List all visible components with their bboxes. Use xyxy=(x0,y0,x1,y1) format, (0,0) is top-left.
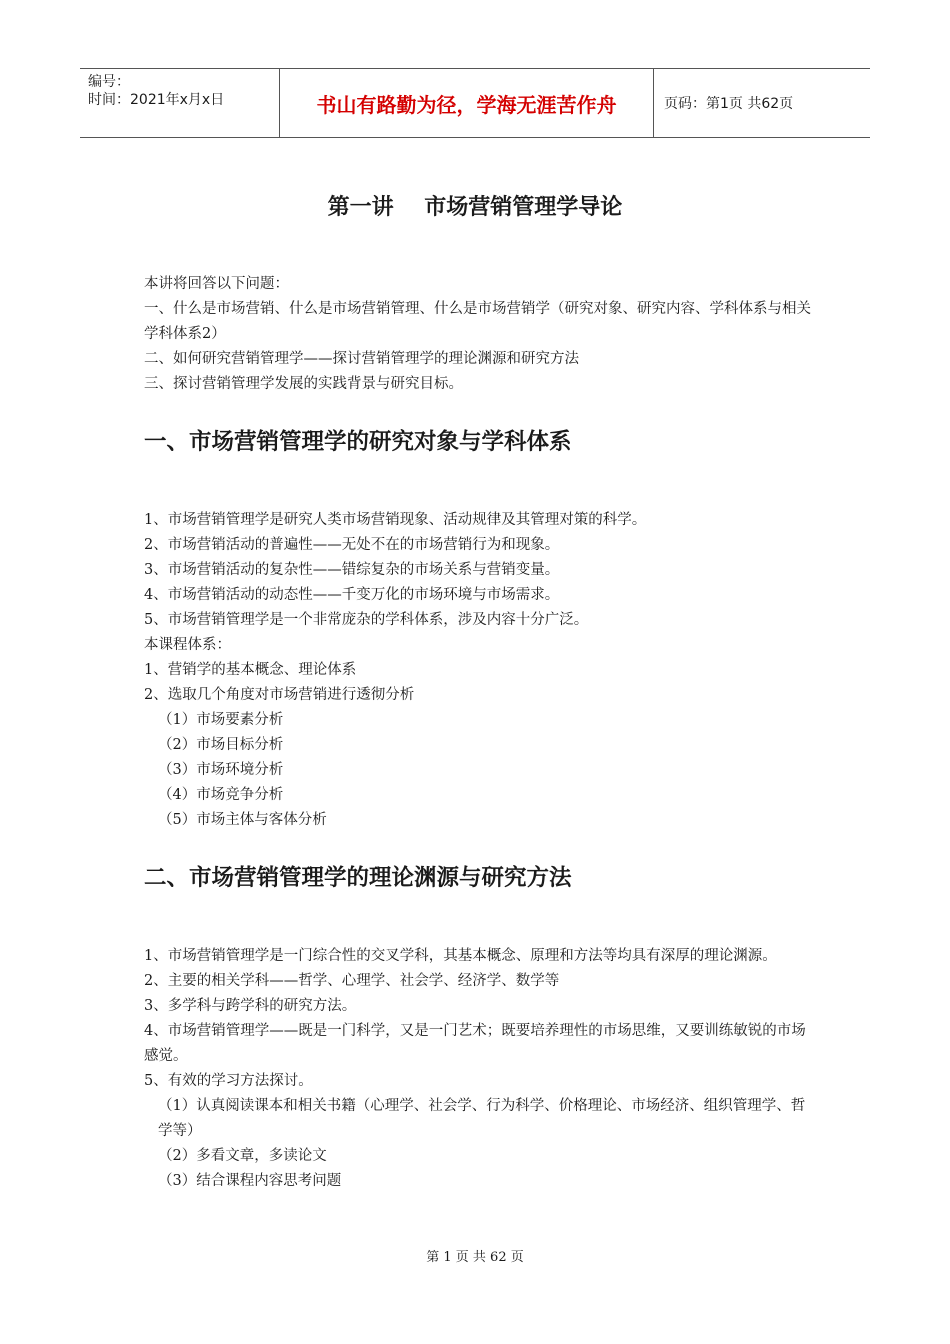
sub-list-item: （1）认真阅读课本和相关书籍（心理学、社会学、行为科学、价格理论、市场经济、组织管理学、哲学等） xyxy=(158,1098,806,1139)
document-number-label: 编号： xyxy=(88,74,130,90)
sub-list-item: （3）结合课程内容思考问题 xyxy=(158,1173,342,1189)
section-heading-1: 一、市场营销管理学的研究对象与学科体系 xyxy=(144,429,572,455)
sub-list-item: （2）多看文章，多读论文 xyxy=(158,1148,327,1164)
sub-list-item: （3）市场环境分析 xyxy=(158,762,284,778)
intro-line: 二、如何研究营销管理学——探讨营销管理学的理论渊源和研究方法 xyxy=(144,351,579,367)
intro-line: 三、探讨营销管理学发展的实践背景与研究目标。 xyxy=(144,376,463,392)
list-item: 本课程体系： xyxy=(144,637,231,653)
sub-list-item: （5）市场主体与客体分析 xyxy=(158,812,327,828)
section-heading-2: 二、市场营销管理学的理论渊源与研究方法 xyxy=(144,865,572,891)
list-item: 2、主要的相关学科——哲学、心理学、社会学、经济学、数学等 xyxy=(144,973,560,989)
intro-line: 一、什么是市场营销、什么是市场营销管理、什么是市场营销学（研究对象、研究内容、学科体系与相关学科体系2） xyxy=(144,301,811,342)
header-motto: 书山有路勤为径，学海无涯苦作舟 xyxy=(280,69,654,137)
list-item: 5、有效的学习方法探讨。 xyxy=(144,1073,313,1089)
header-meta xyxy=(80,69,280,137)
page-header xyxy=(80,68,870,138)
list-item: 1、市场营销管理学是研究人类市场营销现象、活动规律及其管理对策的科学。 xyxy=(144,512,647,528)
section2-body xyxy=(144,944,814,1194)
list-item: 4、市场营销活动的动态性——千变万化的市场环境与市场需求。 xyxy=(144,587,560,603)
intro-block xyxy=(144,272,814,397)
list-item: 2、市场营销活动的普遍性——无处不在的市场营销行为和现象。 xyxy=(144,537,560,553)
document-title: 第一讲 市场营销管理学导论 xyxy=(327,195,623,220)
sub-list-item: （1）市场要素分析 xyxy=(158,712,284,728)
sub-list-item: （4）市场竞争分析 xyxy=(158,787,284,803)
header-page-info: 页码：第1页 共62页 xyxy=(664,96,794,112)
section1-body xyxy=(144,508,814,833)
page-footer: 第 1 页 共 62 页 xyxy=(426,1250,524,1265)
list-item: 3、市场营销活动的复杂性——错综复杂的市场关系与营销变量。 xyxy=(144,562,560,578)
list-item: 4、市场营销管理学——既是一门科学，又是一门艺术；既要培养理性的市场思维，又要训练敏锐的市场感觉。 xyxy=(144,1023,806,1064)
list-item: 1、营销学的基本概念、理论体系 xyxy=(144,662,357,678)
document-date: 时间：2021年x月x日 xyxy=(88,92,225,108)
list-item: 2、选取几个角度对市场营销进行透彻分析 xyxy=(144,687,415,703)
sub-list-item: （2）市场目标分析 xyxy=(158,737,284,753)
list-item: 1、市场营销管理学是一门综合性的交叉学科，其基本概念、原理和方法等均具有深厚的理论渊源。 xyxy=(144,948,777,964)
list-item: 3、多学科与跨学科的研究方法。 xyxy=(144,998,357,1014)
intro-line: 本讲将回答以下问题： xyxy=(144,276,289,292)
list-item: 5、市场营销管理学是一个非常庞杂的学科体系，涉及内容十分广泛。 xyxy=(144,612,589,628)
